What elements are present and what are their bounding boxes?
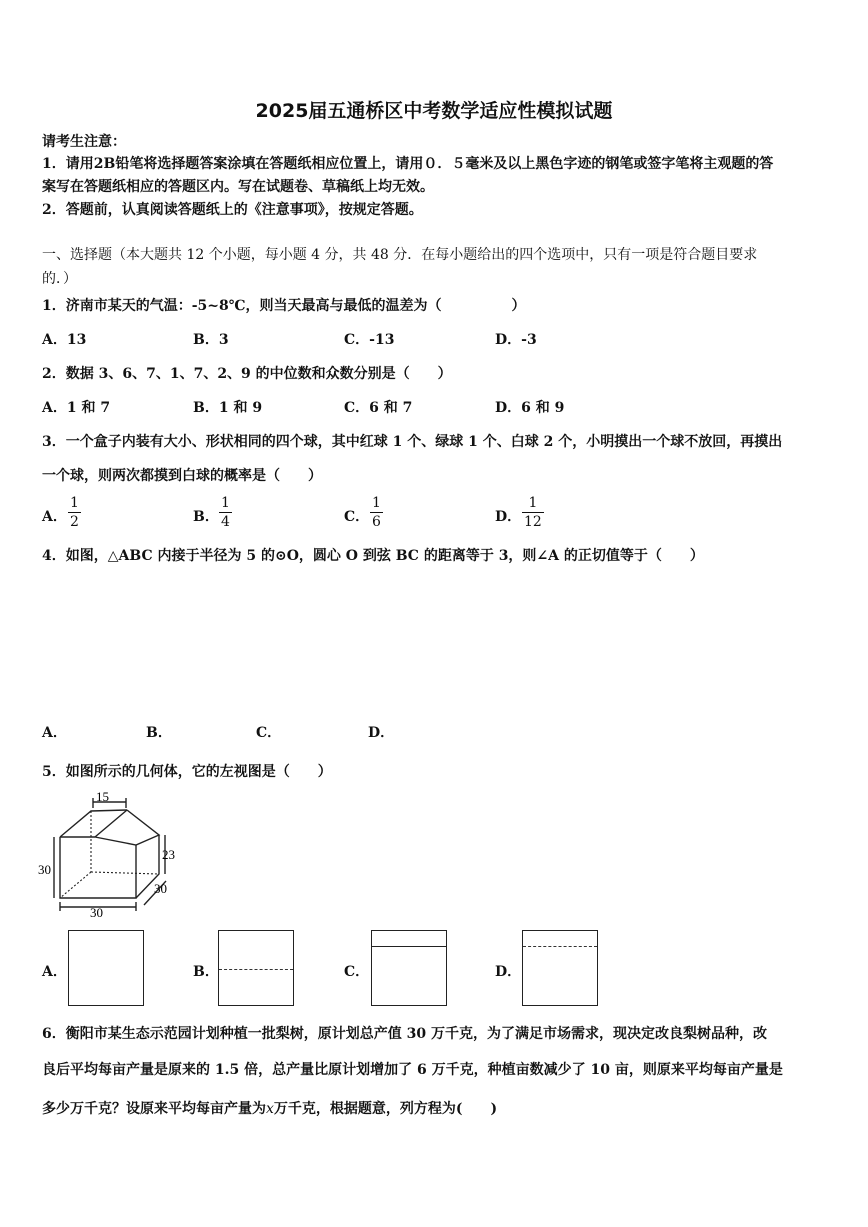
- question-1-option-c: C．-13: [344, 332, 395, 348]
- question-6-line-3-post: 万千克，根据题意，列方程为( ): [273, 1101, 498, 1117]
- question-4-option-b: B．: [146, 725, 172, 741]
- question-6-line-3-pre: 多少万千克？设原来平均每亩产量为: [42, 1101, 266, 1117]
- fraction-denominator: 4: [221, 514, 230, 530]
- label-right-dimension: 23: [162, 847, 175, 862]
- notice-heading: 请考生注意：: [42, 134, 126, 150]
- question-5-option-c: C．: [344, 964, 370, 980]
- section-heading-line-1: 一、选择题（本大题共 12 个小题，每小题 4 分，共 48 分．在每小题给出的四个选项中，只有一项是符合题目要求: [42, 247, 758, 263]
- dashed-line: [523, 946, 597, 947]
- question-3-option-b-fraction: [219, 495, 232, 530]
- question-3-option-c-letter: C．: [344, 509, 370, 525]
- question-1-stem: 1．济南市某天的气温：-5~8℃，则当天最高与最低的温差为（ ）: [42, 298, 526, 314]
- question-4-stem: 4．如图，△ABC 内接于半径为 5 的⊙O，圆心 O 到弦 BC 的距离等于 3，则∠A 的正切值等于（ ）: [42, 548, 704, 564]
- question-1-option-d: D．-3: [495, 332, 537, 348]
- option-a-square: [68, 930, 144, 1006]
- dashed-line: [219, 969, 293, 970]
- label-top-dimension: 15: [96, 790, 109, 804]
- notice-line-2: 案写在答题纸相应的答题区内。写在试题卷、草稿纸上均无效。: [42, 179, 434, 195]
- notice-line-3: 2．答题前，认真阅读答题纸上的《注意事项》，按规定答题。: [42, 202, 423, 218]
- question-3-option-d-letter: D．: [495, 509, 522, 525]
- variable-x: x: [266, 1101, 274, 1117]
- option-b-square: [218, 930, 294, 1006]
- question-2-stem: 2．数据 3、6、7、1、7、2、9 的中位数和众数分别是（ ）: [42, 366, 452, 382]
- label-depth-dimension: 30: [154, 881, 167, 896]
- fraction-bar: [370, 512, 383, 513]
- fraction-bar: [68, 512, 81, 513]
- question-3-option-a-fraction: [68, 495, 81, 530]
- fraction-bar: [522, 512, 544, 513]
- question-3-option-a-letter: A．: [42, 509, 67, 525]
- fraction-numerator: 1: [372, 495, 381, 511]
- question-2-option-a: A．1 和 7: [42, 400, 111, 416]
- question-1-option-b: B．3: [193, 332, 229, 348]
- question-2-option-c: C．6 和 7: [344, 400, 413, 416]
- question-4-option-c: C．: [256, 725, 282, 741]
- question-5-stem: 5．如图所示的几何体，它的左视图是（ ）: [42, 764, 332, 780]
- page-title: 2025届五通桥区中考数学适应性模拟试题: [255, 100, 613, 122]
- option-d-square: [522, 930, 598, 1006]
- question-1-option-a: A．13: [42, 332, 87, 348]
- question-3-option-b-letter: B．: [193, 509, 219, 525]
- question-6-line-2: 良后平均每亩产量是原来的 1.5 倍，总产量比原计划增加了 6 万千克，种植亩数减少了 10 亩，则原来平均每亩产量是: [42, 1062, 783, 1078]
- question-3-option-c-fraction: [370, 495, 383, 530]
- label-left-dimension: 30: [38, 862, 51, 877]
- fraction-denominator: 12: [524, 514, 542, 530]
- question-5-option-b: B．: [193, 964, 219, 980]
- question-3-line-2: 一个球，则两次都摸到白球的概率是（ ）: [42, 468, 322, 484]
- question-2-option-d: D．6 和 9: [495, 400, 565, 416]
- question-2-option-b: B．1 和 9: [193, 400, 263, 416]
- question-6-line-1: 6．衡阳市某生态示范园计划种植一批梨树，原计划总产值 30 万千克，为了满足市场需求，现决定改良梨树品种，改: [42, 1026, 767, 1042]
- solid-solid-edges: [54, 798, 166, 911]
- fraction-numerator: 1: [221, 495, 230, 511]
- question-6-line-3: [42, 1099, 497, 1119]
- question-5-option-d: D．: [495, 964, 522, 980]
- section-heading-line-2: 的．）: [42, 271, 77, 287]
- notice-line-1: 1．请用2B铅笔将选择题答案涂填在答题纸相应位置上，请用０．５毫米及以上黑色字迹的钢笔或签字笔将主观题的答: [42, 156, 774, 172]
- question-4-option-a: A．: [42, 725, 67, 741]
- fraction-denominator: 6: [372, 514, 381, 530]
- solid-line: [372, 946, 446, 947]
- question-5-solid-figure: [36, 790, 186, 918]
- fraction-bar: [219, 512, 232, 513]
- question-3-option-d-fraction: [522, 495, 544, 530]
- fraction-numerator: 1: [528, 495, 538, 511]
- question-3-line-1: 3．一个盒子内装有大小、形状相同的四个球，其中红球 1 个、绿球 1 个、白球 2 个，小明摸出一个球不放回，再摸出: [42, 434, 783, 450]
- fraction-denominator: 2: [70, 514, 79, 530]
- fraction-numerator: 1: [70, 495, 79, 511]
- question-5-option-a: A．: [42, 964, 67, 980]
- label-bottom-dimension: 30: [90, 905, 103, 918]
- question-4-option-d: D．: [368, 725, 395, 741]
- option-c-square: [371, 930, 447, 1006]
